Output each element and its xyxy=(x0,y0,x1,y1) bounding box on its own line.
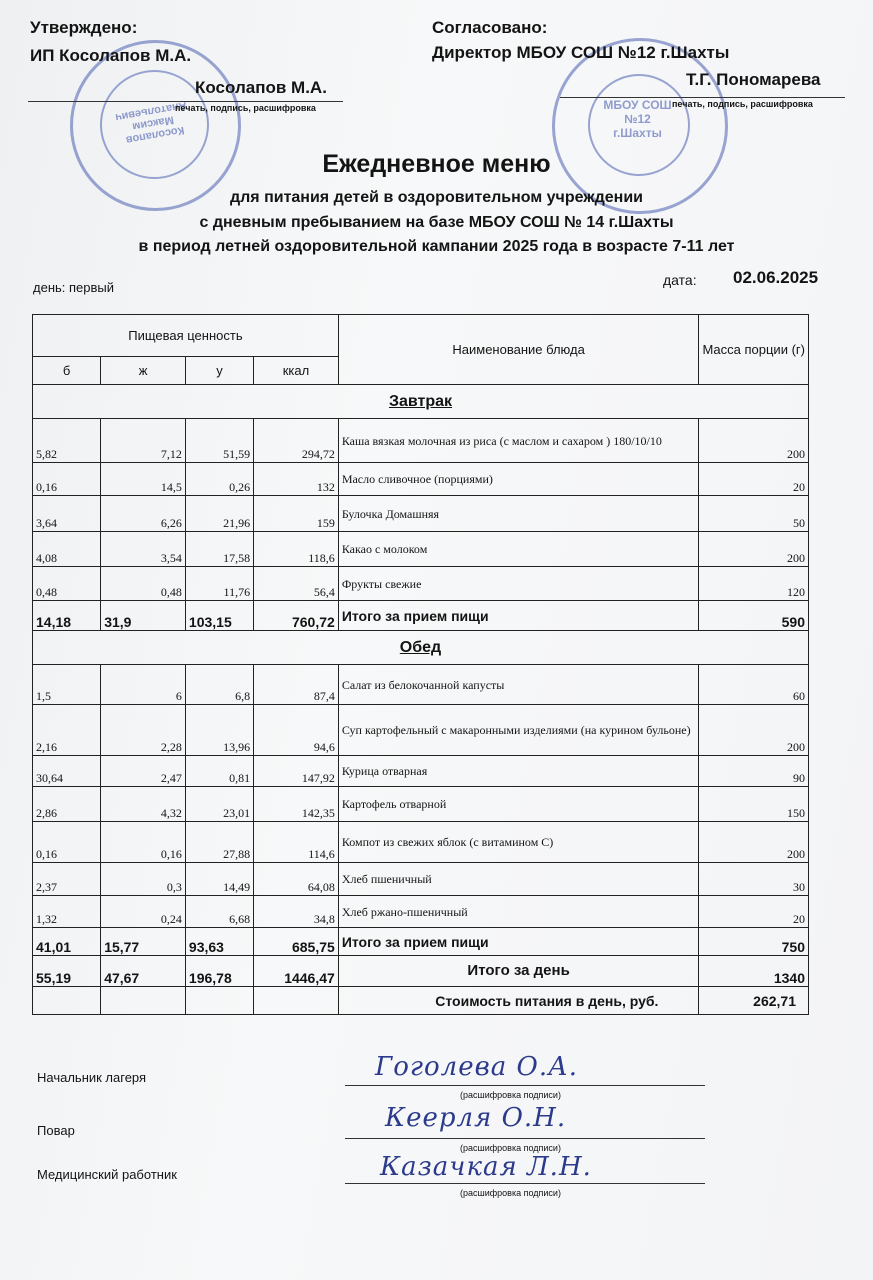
dish-name-cell: Каша вязкая молочная из риса (с маслом и сахаром ) 180/10/10 xyxy=(338,419,699,463)
portion-mass-cell: 50 xyxy=(699,496,809,532)
portion-mass-cell: 150 xyxy=(699,787,809,822)
protein-cell: 2,86 xyxy=(33,787,101,822)
fat-cell: 6,26 xyxy=(101,496,186,532)
signature-line-1 xyxy=(345,1085,705,1086)
left-seal-text: Косолапов Максим Анатольевич xyxy=(114,99,188,146)
portion-mass-cell: 20 xyxy=(699,463,809,496)
fat-cell: 0,24 xyxy=(101,896,186,928)
protein-cell: 5,82 xyxy=(33,419,101,463)
menu-table xyxy=(32,314,809,1015)
signature-line-3 xyxy=(345,1183,705,1184)
table-row xyxy=(33,463,809,496)
table-row xyxy=(33,756,809,787)
carb-cell: 13,96 xyxy=(185,705,253,756)
dish-name-cell: Курица отварная xyxy=(338,756,699,787)
empty-cell xyxy=(33,987,101,1015)
protein-cell: 0,16 xyxy=(33,463,101,496)
dish-name-cell: Суп картофельный с макаронными изделиями (на курином бульоне) xyxy=(338,705,699,756)
protein-cell: 30,64 xyxy=(33,756,101,787)
signature-line-2 xyxy=(345,1138,705,1139)
kcal-cell: 159 xyxy=(254,496,339,532)
fat-cell: 15,77 xyxy=(101,928,186,956)
cost-label-cell: Стоимость питания в день, руб. xyxy=(338,987,699,1015)
protein-cell: 2,16 xyxy=(33,705,101,756)
table-row xyxy=(33,532,809,567)
carb-cell: 17,58 xyxy=(185,532,253,567)
table-row xyxy=(33,896,809,928)
agreed-caption: печать, подпись, расшифровка xyxy=(672,99,813,109)
cost-value-cell: 262,71 xyxy=(699,987,809,1015)
carb-cell: 103,15 xyxy=(185,601,253,631)
carb-cell: 0,81 xyxy=(185,756,253,787)
fat-cell: 2,28 xyxy=(101,705,186,756)
dish-name-cell: Хлеб пшеничный xyxy=(338,863,699,896)
portion-mass-cell: 30 xyxy=(699,863,809,896)
table-row xyxy=(33,419,809,463)
protein-cell: 0,48 xyxy=(33,567,101,601)
dish-name-cell: Картофель отварной xyxy=(338,787,699,822)
signature-caption-3: (расшифровка подписи) xyxy=(460,1188,561,1198)
agreed-title: Согласовано: xyxy=(432,18,548,37)
fat-cell: 47,67 xyxy=(101,956,186,987)
portion-mass-cell: 200 xyxy=(699,705,809,756)
fat-cell: 4,32 xyxy=(101,787,186,822)
day-label: день: первый xyxy=(33,280,115,295)
dish-name-cell: Фрукты свежие xyxy=(338,567,699,601)
carb-cell: 51,59 xyxy=(185,419,253,463)
handwritten-signature-2: Кеерля О.Н. xyxy=(385,1103,567,1133)
kcal-cell: 94,6 xyxy=(254,705,339,756)
carb-cell: 0,26 xyxy=(185,463,253,496)
portion-mass-cell: 120 xyxy=(699,567,809,601)
protein-cell: 3,64 xyxy=(33,496,101,532)
table-row xyxy=(33,787,809,822)
carb-cell: 21,96 xyxy=(185,496,253,532)
empty-cell xyxy=(254,987,339,1015)
dish-name-cell: Компот из свежих яблок (с витамином С) xyxy=(338,822,699,863)
handwritten-signature-1: Гоголева О.А. xyxy=(375,1052,579,1082)
subtitle-line-3: в период летней оздоровительной кампании 2025 года в возрасте 7-11 лет xyxy=(138,238,735,255)
portion-mass-cell: 60 xyxy=(699,665,809,705)
approved-org: ИП Косолапов М.А. xyxy=(30,46,192,65)
protein-cell: 2,37 xyxy=(33,863,101,896)
approved-title: Утверждено: xyxy=(30,18,138,37)
total-label-cell: Итого за день xyxy=(338,956,699,987)
approved-signature-line xyxy=(28,101,343,102)
protein-cell: 0,16 xyxy=(33,822,101,863)
protein-cell: 55,19 xyxy=(33,956,101,987)
date-value: 02.06.2025 xyxy=(733,268,819,287)
protein-cell: 41,01 xyxy=(33,928,101,956)
carb-cell: 6,8 xyxy=(185,665,253,705)
protein-cell: 4,08 xyxy=(33,532,101,567)
dish-name-cell: Булочка Домашняя xyxy=(338,496,699,532)
empty-cell xyxy=(101,987,186,1015)
kcal-cell: 64,08 xyxy=(254,863,339,896)
col-kcal-header: ккал xyxy=(254,357,339,385)
section-row xyxy=(33,631,809,665)
kcal-cell: 34,8 xyxy=(254,896,339,928)
carb-cell: 23,01 xyxy=(185,787,253,822)
protein-cell: 1,5 xyxy=(33,665,101,705)
approved-name: Косолапов М.А. xyxy=(195,78,327,97)
subtitle-line-2: с дневным пребыванием на базе МБОУ СОШ № 14 г.Шахты xyxy=(199,214,674,231)
total-label-cell: Итого за прием пищи xyxy=(338,601,699,631)
handwritten-signature-3: Казачкая Л.Н. xyxy=(380,1152,592,1182)
kcal-cell: 142,35 xyxy=(254,787,339,822)
signature-caption-2: (расшифровка подписи) xyxy=(460,1143,561,1153)
portion-mass-cell: 1340 xyxy=(699,956,809,987)
agreed-signature-line xyxy=(560,97,845,98)
dish-name-cell: Масло сливочное (порциями) xyxy=(338,463,699,496)
date-label: дата: xyxy=(663,272,697,288)
kcal-cell: 294,72 xyxy=(254,419,339,463)
mass-header: Масса порции (г) xyxy=(699,315,809,385)
fat-cell: 7,12 xyxy=(101,419,186,463)
kcal-cell: 760,72 xyxy=(254,601,339,631)
protein-cell: 14,18 xyxy=(33,601,101,631)
portion-mass-cell: 750 xyxy=(699,928,809,956)
kcal-cell: 118,6 xyxy=(254,532,339,567)
col-carb-header: у xyxy=(185,357,253,385)
portion-mass-cell: 20 xyxy=(699,896,809,928)
portion-mass-cell: 200 xyxy=(699,822,809,863)
col-fat-header: ж xyxy=(101,357,186,385)
carb-cell: 196,78 xyxy=(185,956,253,987)
fat-cell: 2,47 xyxy=(101,756,186,787)
approved-caption: печать, подпись, расшифровка xyxy=(175,103,316,113)
signature-caption-1: (расшифровка подписи) xyxy=(460,1090,561,1100)
dish-header: Наименование блюда xyxy=(338,315,699,385)
fat-cell: 3,54 xyxy=(101,532,186,567)
kcal-cell: 56,4 xyxy=(254,567,339,601)
fat-cell: 0,3 xyxy=(101,863,186,896)
kcal-cell: 685,75 xyxy=(254,928,339,956)
portion-mass-cell: 200 xyxy=(699,419,809,463)
col-protein-header: б xyxy=(33,357,101,385)
table-row xyxy=(33,567,809,601)
kcal-cell: 147,92 xyxy=(254,756,339,787)
right-seal-text: МБОУ СОШ №12 г.Шахты xyxy=(603,98,672,140)
total-label-cell: Итого за прием пищи xyxy=(338,928,699,956)
carb-cell: 27,88 xyxy=(185,822,253,863)
dish-name-cell: Хлеб ржано-пшеничный xyxy=(338,896,699,928)
breakfast-section-title: Завтрак xyxy=(33,385,809,419)
table-row xyxy=(33,665,809,705)
fat-cell: 6 xyxy=(101,665,186,705)
carb-cell: 6,68 xyxy=(185,896,253,928)
kcal-cell: 114,6 xyxy=(254,822,339,863)
signature-role-3: Медицинский работник xyxy=(37,1167,177,1182)
signature-role-2: Повар xyxy=(37,1123,75,1138)
dish-name-cell: Какао с молоком xyxy=(338,532,699,567)
fat-cell: 0,16 xyxy=(101,822,186,863)
kcal-cell: 1446,47 xyxy=(254,956,339,987)
agreed-name: Т.Г. Пономарева xyxy=(686,70,821,89)
portion-mass-cell: 90 xyxy=(699,756,809,787)
lunch-section-title: Обед xyxy=(33,631,809,665)
total-row xyxy=(33,928,809,956)
kcal-cell: 132 xyxy=(254,463,339,496)
table-row xyxy=(33,822,809,863)
table-row xyxy=(33,705,809,756)
kcal-cell: 87,4 xyxy=(254,665,339,705)
empty-cell xyxy=(185,987,253,1015)
protein-cell: 1,32 xyxy=(33,896,101,928)
portion-mass-cell: 590 xyxy=(699,601,809,631)
agreed-org: Директор МБОУ СОШ №12 г.Шахты xyxy=(432,43,730,62)
total-row xyxy=(33,956,809,987)
fat-cell: 14,5 xyxy=(101,463,186,496)
cost-row xyxy=(33,987,809,1015)
nutrition-header: Пищевая ценность xyxy=(33,315,339,357)
carb-cell: 11,76 xyxy=(185,567,253,601)
total-row xyxy=(33,601,809,631)
fat-cell: 31,9 xyxy=(101,601,186,631)
subtitle-line-1: для питания детей в оздоровительном учреждении xyxy=(229,189,644,206)
fat-cell: 0,48 xyxy=(101,567,186,601)
table-row xyxy=(33,496,809,532)
carb-cell: 14,49 xyxy=(185,863,253,896)
portion-mass-cell: 200 xyxy=(699,532,809,567)
carb-cell: 93,63 xyxy=(185,928,253,956)
dish-name-cell: Салат из белокочанной капусты xyxy=(338,665,699,705)
table-row xyxy=(33,863,809,896)
page-title: Ежедневное меню xyxy=(322,150,551,178)
signature-role-1: Начальник лагеря xyxy=(37,1070,147,1085)
